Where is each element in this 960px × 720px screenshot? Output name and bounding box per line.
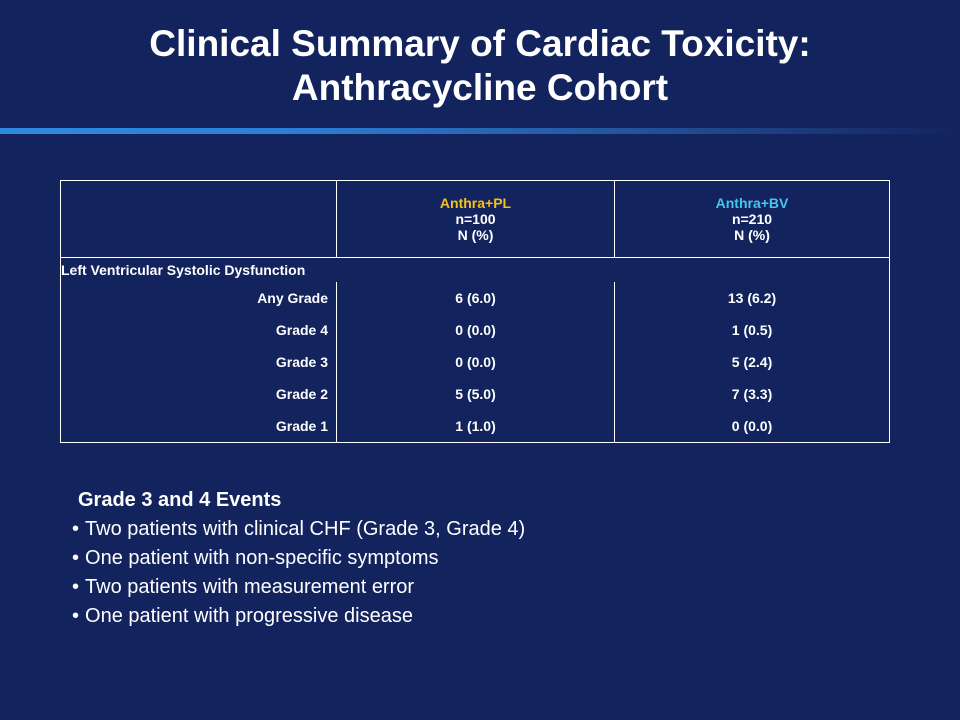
notes-heading: Grade 3 and 4 Events [78, 489, 282, 511]
table-row [61, 378, 890, 410]
cell-pl: 0 (0.0) [337, 346, 615, 378]
row-label: Any Grade [61, 282, 337, 314]
table-row [61, 410, 890, 443]
group-row [61, 258, 890, 283]
column-unit-bv: N (%) [734, 227, 770, 243]
row-label: Grade 4 [61, 314, 337, 346]
table-header-row [61, 181, 890, 258]
cell-bv: 13 (6.2) [727, 290, 777, 306]
list-item: • Two patients with measurement error [72, 573, 892, 602]
title-line-2: Anthracycline Cohort [291, 67, 669, 108]
row-label: Grade 1 [61, 410, 337, 443]
cell-pl: 0 (0.0) [337, 314, 615, 346]
header-empty-cell [61, 181, 337, 258]
table-row [61, 282, 890, 314]
column-n-pl: n=100 [455, 211, 496, 227]
slide-title [0, 22, 960, 110]
header-anthra-bv [615, 181, 890, 258]
cell-bv: 7 (3.3) [731, 386, 773, 402]
column-name-pl: Anthra+PL [439, 195, 512, 211]
list-item: • One patient with progressive disease [72, 602, 892, 631]
cell-pl: 1 (1.0) [337, 410, 615, 443]
group-label: Left Ventricular Systolic Dysfunction [61, 262, 306, 278]
column-name-bv: Anthra+BV [715, 195, 789, 211]
list-item: • One patient with non-specific symptoms [72, 544, 892, 573]
row-label: Grade 2 [61, 378, 337, 410]
cell-bv: 0 (0.0) [731, 418, 773, 434]
table-row [61, 346, 890, 378]
cardiac-toxicity-table [60, 180, 890, 443]
header-anthra-pl [337, 181, 615, 258]
cell-bv: 5 (2.4) [731, 354, 773, 370]
notes-list [72, 515, 892, 631]
events-notes [72, 486, 892, 631]
table-row [61, 314, 890, 346]
column-unit-pl: N (%) [457, 227, 494, 243]
list-item: • Two patients with clinical CHF (Grade 3, Grade 4) [72, 515, 892, 544]
cell-pl: 6 (6.0) [337, 282, 615, 314]
title-line-1: Clinical Summary of Cardiac Toxicity: [149, 23, 811, 64]
column-n-bv: n=210 [731, 211, 773, 227]
title-divider [0, 128, 960, 134]
row-label: Grade 3 [61, 346, 337, 378]
cell-pl: 5 (5.0) [337, 378, 615, 410]
cell-bv: 1 (0.5) [731, 322, 773, 338]
